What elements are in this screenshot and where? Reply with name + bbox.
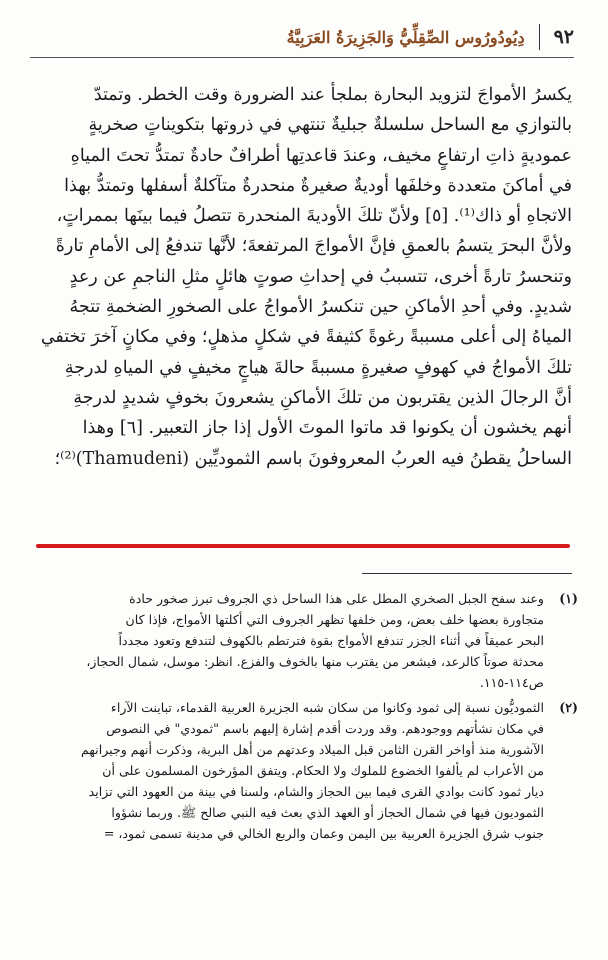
body-line: بالتوازي مع الساحل سلسلةٌ جبليةٌ تنتهي في ذروتها بتكويناتٍ صخريةٍ: [88, 115, 572, 136]
footnote-line: متجاورة بعضها خلف بعض، ومن خلفها تظهر الجروف التي أكلتها الأمواج، فإذا كان: [125, 612, 544, 627]
header-separator: [539, 24, 540, 50]
body-line: ولأنَّ البحرَ يتسمُ بالعمقِ فإنَّ الأمواجَ المرتفعةَ؛ لأنَّها تندفعُ إلى الأمامِ تارةً: [55, 236, 572, 257]
footnote-line: من الأعراب لم يألفوا الخضوع للملوك ولا الحكام. ويتفق المؤرخون المسلمون على أن: [102, 763, 544, 778]
body-line: عموديةٍ ذاتِ ارتفاعٍ مخيف، وعندَ قاعدتِها أطرافٌ حادةٌ تمتدُّ تحتَ المياهِ: [70, 145, 572, 166]
footnote-line: الآشورية منذ أواخر القرن الثامن قبل الميلاد وعدتهم من أهل البرية، وذكرت أنهم وجيرانهم: [81, 742, 544, 757]
footnote-number: (١): [559, 591, 578, 606]
footnote-rule: [362, 573, 572, 574]
footnote-line: جنوب شرق الجزيرة العربية بين اليمن وعمان والربع الخالي في مدينة تسمى ثمود، =: [103, 826, 544, 841]
footnote-line: ص١١٤-١١٥.: [479, 675, 544, 690]
body-line: في أماكنَ متعددة وخلفَها أوديةٌ صغيرةٌ منحدرةٌ متآكلةٌ أسفلها وتمتدُّ بهذا: [64, 175, 572, 196]
body-line: أنَّ الرجالَ الذين يقتربون من تلكَ الأماكنِ يشعرونَ بخوفٍ شديدٍ لدرجةِ: [73, 387, 572, 408]
footnote-body: [32, 697, 544, 844]
footnote-line: ديار ثمود كانت بوادي القرى فيما بين الحجاز والشام، ولسنا في بينة من العهود التي تزايد: [88, 784, 544, 799]
body-text: [32, 80, 572, 474]
footnote-line: وعند سفح الجبل الصخري المطل على هذا الساحل ذي الجروف تبرز صخور حادة: [129, 591, 544, 606]
body-line: شديدٍ. وفي أحدِ الأماكنِ حين تنكسرُ الأمواجُ على الصخورِ الضخمةِ تتجهُ: [69, 297, 572, 318]
footnote-line: محدثة صوتاً كالرعد، فيشعر من يقترب منها بالخوف والفزع. انظر: موسل، شمال الحجاز،: [86, 654, 544, 669]
body-line: يكسرُ الأمواجَ لتزويد البحارة بملجأ عند الضرورة وقت الخطر. وتمتدّ: [93, 85, 572, 105]
body-line: وتنحسرُ تارةً أخرى، تتسببُ في إحداثِ صوتٍ هائلٍ مثلِ الناجمِ عن رعدٍ: [69, 266, 572, 287]
red-highlight-underline: [36, 544, 570, 548]
footnote-line: الثموديون فيها في شمال الحجاز أو العهد الذي بعث فيه النبي صالح ﷺ. وربما نشؤوا: [111, 805, 544, 820]
body-line: تلكَ الأمواجُ في كهوفٍ صغيرةٍ مسببةً حالةَ هياجٍ مخيفٍ في المياهِ لدرجةِ: [64, 357, 572, 378]
header-rule: [30, 57, 574, 58]
running-title: دِيُودُورُوس الصِّقِلِّيُّ وَالجَزِيرَةُ العَرَبِيَّةُ: [286, 27, 525, 47]
body-line: أنهم يخشون أن يكونوا قد ماتوا الموتَ الأول إذا جاز التعبير. [٦] وهذا: [82, 418, 572, 439]
footnote-line: البحر عميقاً في أثناء الجزر تندفع الأمواج بقوة فترتطم بالكهوف لتندفع وتعود مجدداً: [118, 633, 544, 648]
body-line-highlighted: الساحلُ يقطنُ فيه العربُ المعروفونَ باسم الثموديِّين (Thamudeni)⁽²⁾؛: [54, 448, 572, 469]
body-line: المياهُ إلى أعلى مسببةً رغوةً كثيفةً في شكلٍ مذهلٍ؛ وفي مكانٍ آخرَ تختفي: [40, 327, 572, 348]
page-header: [30, 22, 574, 52]
footnote-line: في مكان نشأتهم ووجودهم. وقد وردت أقدم إشارة إليهم باسم "ثمودي" في النصوص: [106, 721, 544, 736]
footnote: [32, 697, 578, 844]
page-number: ٩٢: [553, 26, 574, 48]
footnote-number: (٢): [559, 700, 578, 715]
body-line: الاتجاهِ أو ذاك⁽¹⁾. [٥] ولأنّ تلكَ الأوديةَ المنحدرة تتصلُ فيما بينَها بممراتٍ،: [56, 206, 572, 227]
footnote-line: الثموديُّون نسبة إلى ثمود وكانوا من سكان شبه الجزيرة العربية القدماء، تباينت الآراء: [110, 700, 544, 715]
footnotes: [32, 588, 578, 848]
footnote-body: [32, 588, 544, 693]
footnote: [32, 588, 578, 693]
